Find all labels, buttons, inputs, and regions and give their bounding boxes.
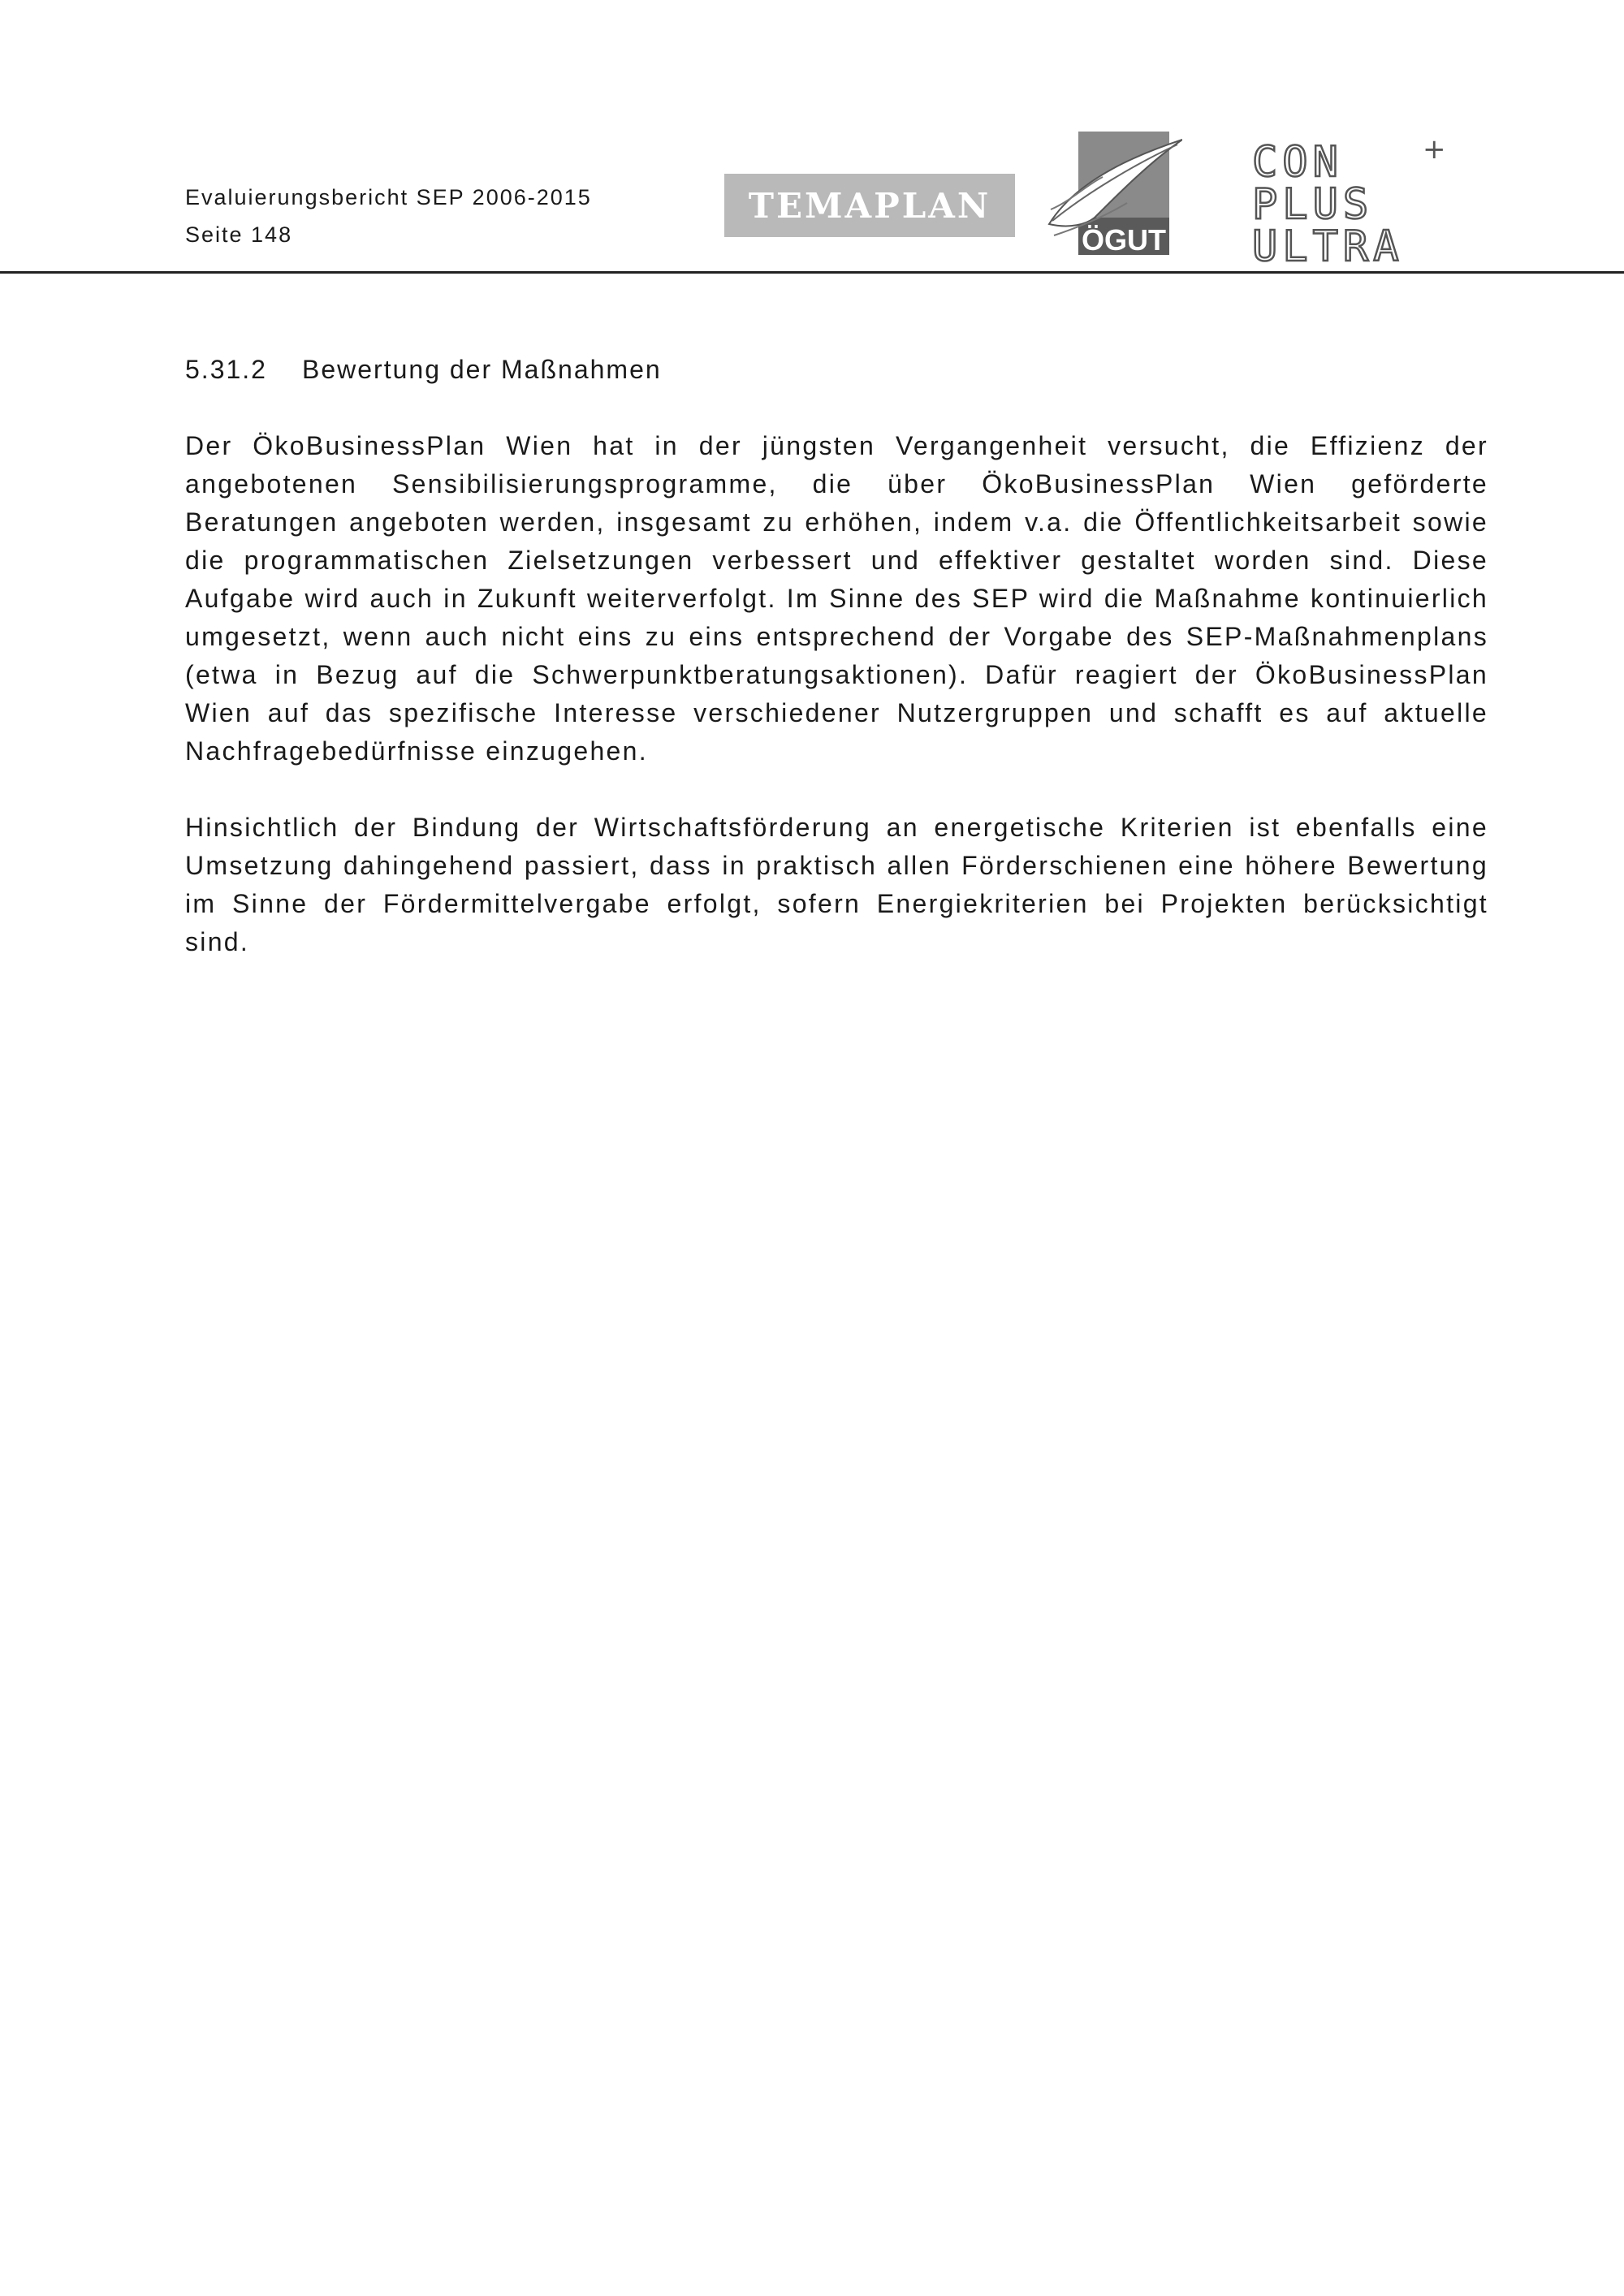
svg-text:PLUS: PLUS <box>1252 180 1374 229</box>
svg-text:+: + <box>1423 134 1446 166</box>
svg-text:ULTRA: ULTRA <box>1252 222 1404 264</box>
section-title: Bewertung der Maßnahmen <box>302 355 662 384</box>
temaplan-logo-text: TEMAPLAN <box>748 185 991 226</box>
svg-text:CON: CON <box>1252 138 1343 187</box>
section-number: 5.31.2 <box>185 355 267 384</box>
report-title: Evaluierungsbericht SEP 2006-2015 <box>185 185 592 209</box>
header-divider <box>0 271 1624 274</box>
ogut-logo <box>1046 128 1182 258</box>
page-number: Seite 148 <box>185 222 293 247</box>
body-paragraph: Hinsichtlich der Bindung der Wirtschaftsförderung an energetische Kriterien ist ebenfalls eine Umsetzung dahingehend passiert, dass in praktisch allen Förderschienen eine höhere Bewertung im Sinne der Fördermittelvergabe erfolgt, sofern Energiekriterien bei Projekten berücksichtigt sind. <box>185 813 1488 956</box>
page-header <box>0 0 1624 274</box>
temaplan-logo <box>724 174 1015 237</box>
con-plus-ultra-logo <box>1252 134 1455 264</box>
page-body <box>185 349 1488 999</box>
svg-text:ÖGUT: ÖGUT <box>1082 223 1166 257</box>
body-paragraph: Der ÖkoBusinessPlan Wien hat in der jüngsten Vergangenheit versucht, die Effizienz der angebotenen Sensibilisierungsprogramme, die über ÖkoBusinessPlan Wien geförderte Beratungen angeboten werden, insgesamt zu erhöhen, indem v.a. die Öffentlichkeitsarbeit sowie die programmatischen Zielsetzungen verbessert und effektiver gestaltet worden sind. Diese Aufgabe wird auch in Zukunft weiterverfolgt. Im Sinne des SEP wird die Maßnahme kontinuierlich umgesetzt, wenn auch nicht eins zu eins entsprechend der Vorgabe des SEP-Maßnahmenplans (etwa in Bezug auf die Schwerpunktberatungsaktionen). Dafür reagiert der ÖkoBusinessPlan Wien auf das spezifische Interesse verschiedener Nutzergruppen und schafft es auf aktuelle Nachfragebedürfnisse einzugehen. <box>185 431 1488 766</box>
header-text <box>185 179 592 253</box>
section-heading <box>185 349 1488 390</box>
